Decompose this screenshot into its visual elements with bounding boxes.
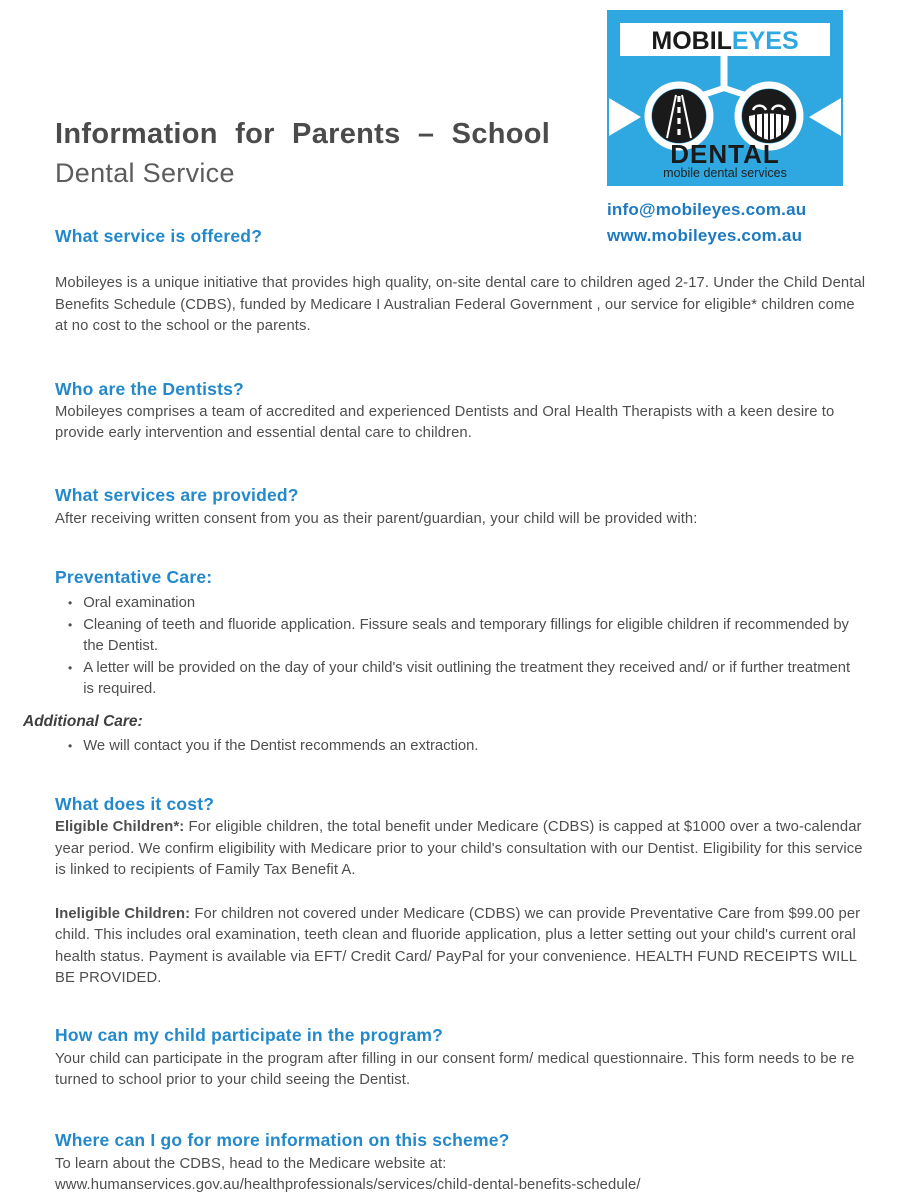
logo-wordmark: MOBILEYES xyxy=(651,27,799,55)
eligible-children-lead: Eligible Children*: xyxy=(55,819,185,835)
page-subtitle: Dental Service xyxy=(55,158,235,188)
para-ineligible-children xyxy=(55,904,867,990)
heading-participate: How can my child participate in the program? xyxy=(55,1024,444,1045)
heading-services-provided: What services are provided? xyxy=(55,484,299,505)
additional-bullet-list xyxy=(55,736,873,758)
heading-cost: What does it cost? xyxy=(55,794,215,814)
contact-email: info@mobileyes.com.au xyxy=(607,200,807,219)
para-dentists: Mobileyes comprises a team of accredited and experienced Dentists and Oral Health Therapists with a keen desire to provide early intervention and essential dental care to children. xyxy=(55,403,835,441)
heading-additional-care: Additional Care: xyxy=(23,712,143,730)
heading-dentists: Who are the Dentists? xyxy=(55,378,244,399)
para-participate: Your child can participate in the program after filling in our consent form/ medical questionnaire. This form needs to be re turned to school prior to your child seeing the Dentist. xyxy=(55,1050,855,1088)
eligible-children-text: For eligible children, the total benefit under Medicare (CDBS) is capped at $1000 over a two-calendar year period. We confirm eligibility with Medicare prior to your child's consultation with our Dentist. Eligibility for this service is linked to recipients of Family Tax Benefit A. xyxy=(55,819,863,878)
contact-website: www.mobileyes.com.au xyxy=(607,226,803,245)
list-item xyxy=(55,736,873,758)
list-item xyxy=(55,593,873,615)
para-service-offered: Mobileyes is a unique initiative that provides high quality, on-site dental care to children aged 2-17. Under the Child Dental Benefits Schedule (CDBS), funded by Medicare I Australian Federal Government , our service for eligible* children come at no cost to the school or the parents. xyxy=(55,275,866,334)
page-title: Information for Parents – School xyxy=(55,118,551,150)
list-item xyxy=(55,615,873,658)
preventative-bullet-list xyxy=(55,593,873,701)
main-content xyxy=(23,0,873,1197)
logo-dental-label: DENTAL xyxy=(670,139,780,169)
ineligible-children-text: For children not covered under Medicare (CDBS) we can provide Preventative Care from $99.00 per child. This includes oral examination, teeth clean and fluoride application, plus a letter setting out your child's current oral health status. Payment is available via EFT/ Credit Card/ PayPal for your convenience. HEALTH FUND RECEIPTS WILL BE PROVIDED. xyxy=(55,905,861,986)
heading-preventative-care: Preventative Care: xyxy=(55,567,213,587)
bullet-text: • Oral examination xyxy=(83,595,196,611)
bullet-text: • Cleaning of teeth and fluoride application. Fissure seals and temporary fillings for eligible children if recommended by the Dentist. xyxy=(83,616,849,654)
para-more-info-url: www.humanservices.gov.au/healthprofessionals/services/child-dental-benefits-schedule/ xyxy=(55,1177,641,1193)
bullet-text: • We will contact you if the Dentist recommends an extraction. xyxy=(83,737,479,754)
logo-tagline: mobile dental services xyxy=(663,166,787,180)
heading-service-offered: What service is offered? xyxy=(55,226,263,246)
bullet-text: • A letter will be provided on the day of your child's visit outlining the treatment they received and/ or if further treatment is required. xyxy=(83,659,851,697)
ineligible-children-lead: Ineligible Children: xyxy=(55,905,191,922)
para-eligible-children xyxy=(55,817,867,882)
heading-more-info: Where can I go for more information on this scheme? xyxy=(55,1129,510,1150)
para-services-provided: After receiving written consent from you as their parent/guardian, your child will be provided with: xyxy=(55,510,698,527)
list-item xyxy=(55,658,873,701)
para-more-info-line1: To learn about the CDBS, head to the Medicare website at: xyxy=(55,1155,447,1172)
